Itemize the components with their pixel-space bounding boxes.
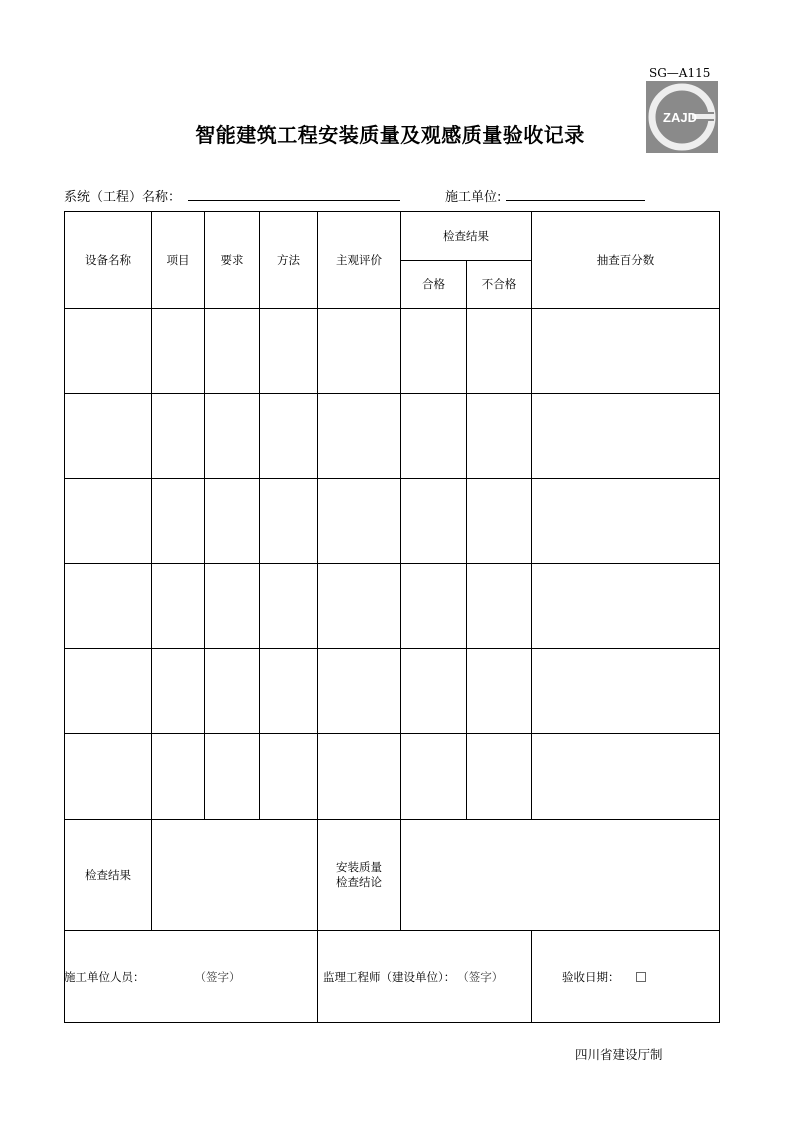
date-checkbox[interactable]: [636, 972, 646, 982]
col-sampling: 抽查百分数: [596, 252, 655, 267]
publisher: 四川省建设厅制: [575, 1047, 663, 1062]
install-conclusion-field[interactable]: [401, 820, 719, 930]
table-row[interactable]: [65, 479, 719, 563]
install-conclusion-label: [318, 820, 400, 930]
install-conclusion-line1: 安装质量: [336, 860, 382, 874]
contractor-label: 施工单位人员：: [64, 969, 145, 984]
col-pass: 合格: [422, 277, 445, 291]
supervisor-sign-hint: （签字）: [457, 969, 504, 984]
table-row[interactable]: [65, 394, 719, 478]
system-name-label: 系统（工程）名称：: [64, 190, 182, 205]
table-row[interactable]: [65, 649, 719, 733]
col-item: 项目: [166, 252, 190, 267]
contractor-sign-hint: （签字）: [194, 969, 241, 984]
construction-unit-field[interactable]: [506, 200, 645, 201]
acceptance-date-cell[interactable]: [562, 931, 646, 1022]
check-result-field[interactable]: [152, 820, 317, 930]
system-name-field[interactable]: [188, 200, 400, 201]
page-title: 智能建筑工程安装质量及观感质量验收记录: [195, 123, 585, 147]
table-row[interactable]: [65, 734, 719, 819]
col-requirement: 要求: [220, 252, 244, 267]
col-subjective: 主观评价: [336, 252, 382, 267]
date-label: 验收日期：: [562, 969, 620, 984]
supervisor-signature-cell[interactable]: [323, 931, 503, 1022]
supervisor-label: 监理工程师（建设单位）：: [323, 969, 456, 984]
table-row[interactable]: [65, 309, 719, 393]
construction-unit-label: 施工单位:: [445, 190, 502, 205]
check-result-label: 检查结果: [85, 867, 131, 882]
col-check-result: 检查结果: [443, 228, 489, 243]
col-method: 方法: [277, 252, 300, 267]
table-row[interactable]: [65, 564, 719, 648]
col-device-name: 设备名称: [85, 252, 131, 267]
col-fail: 不合格: [481, 277, 517, 291]
form-code: SG—A115: [649, 66, 711, 80]
logo-text: ZAJD: [663, 110, 697, 125]
contractor-signature-cell[interactable]: [64, 931, 241, 1022]
install-conclusion-line2: 检查结论: [336, 875, 382, 889]
